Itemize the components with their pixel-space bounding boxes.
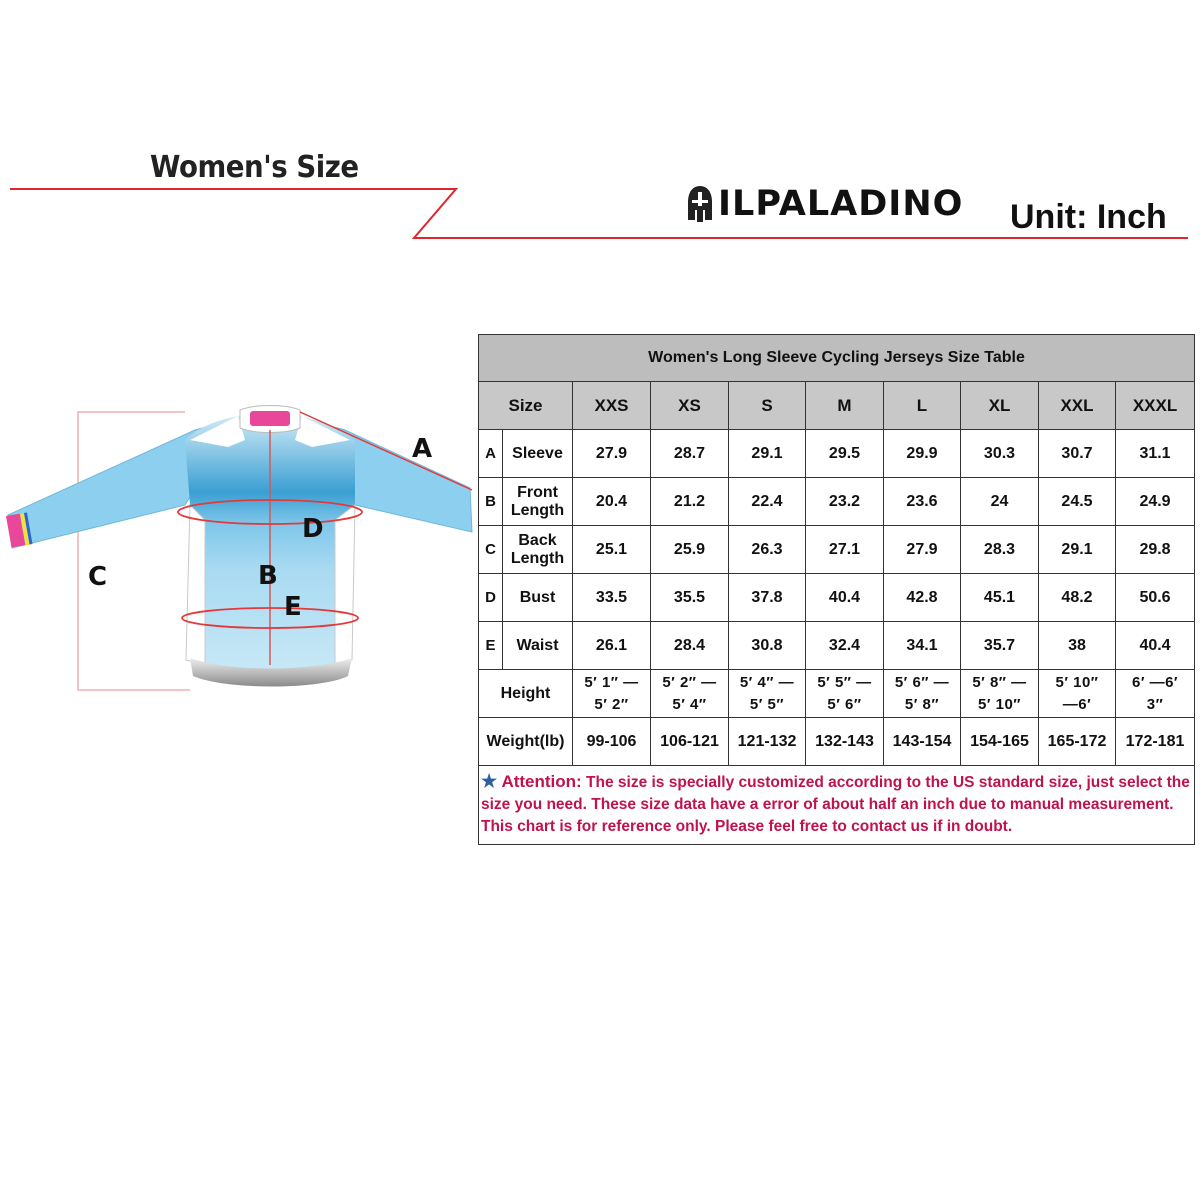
value-cell: 48.2 [1039,574,1116,622]
value-cell: 23.2 [806,478,884,526]
value-cell: 28.4 [651,622,729,670]
row-name: Front Length [503,478,573,526]
value-cell: 27.9 [573,430,651,478]
value-cell: 29.8 [1116,526,1195,574]
label-b: B [258,561,278,591]
star-icon: ★ [481,771,498,791]
row-name: Sleeve [503,430,573,478]
value-cell: 26.3 [729,526,806,574]
table-title: Women's Long Sleeve Cycling Jerseys Size Table [479,335,1195,382]
page-title: Women's Size [150,150,359,185]
value-cell: 32.4 [806,622,884,670]
value-cell: 25.1 [573,526,651,574]
measure-row [479,430,1195,478]
weight-cell: 165-172 [1039,718,1116,766]
label-a: A [412,434,433,464]
value-cell: 26.1 [573,622,651,670]
height-label: Height [479,670,573,718]
row-letter: D [479,574,503,622]
weight-cell: 99-106 [573,718,651,766]
measure-row [479,622,1195,670]
row-name: Bust [503,574,573,622]
value-cell: 42.8 [884,574,961,622]
value-cell: 24 [961,478,1039,526]
row-letter: E [479,622,503,670]
value-cell: 29.1 [1039,526,1116,574]
height-cell: 5′ 1″ — 5′ 2″ [573,670,651,718]
size-header-label: Size [479,382,573,430]
height-cell: 5′ 6″ — 5′ 8″ [884,670,961,718]
value-cell: 24.5 [1039,478,1116,526]
weight-cell: 121-132 [729,718,806,766]
value-cell: 33.5 [573,574,651,622]
label-d: D [302,514,324,544]
value-cell: 30.7 [1039,430,1116,478]
row-letter: C [479,526,503,574]
height-row [479,670,1195,718]
measure-row [479,574,1195,622]
size-header: L [884,382,961,430]
row-name: Back Length [503,526,573,574]
row-name: Waist [503,622,573,670]
unit-label: Unit: Inch [1010,198,1167,236]
size-header: XXXL [1116,382,1195,430]
value-cell: 38 [1039,622,1116,670]
value-cell: 50.6 [1116,574,1195,622]
value-cell: 34.1 [884,622,961,670]
size-header: XXS [573,382,651,430]
value-cell: 23.6 [884,478,961,526]
height-cell: 5′ 8″ — 5′ 10″ [961,670,1039,718]
value-cell: 31.1 [1116,430,1195,478]
value-cell: 29.9 [884,430,961,478]
value-cell: 30.3 [961,430,1039,478]
value-cell: 45.1 [961,574,1039,622]
helmet-icon [686,184,714,224]
measure-row [479,478,1195,526]
value-cell: 20.4 [573,478,651,526]
size-header: S [729,382,806,430]
value-cell: 27.9 [884,526,961,574]
attention-text: The size is specially customized according to the US standard size, just select the size you need. These size data have a error of about half an inch due to manual measurement. This chart is for reference only. Please feel free to contact us if in doubt. [481,774,1190,835]
value-cell: 28.7 [651,430,729,478]
value-cell: 25.9 [651,526,729,574]
height-cell: 5′ 2″ — 5′ 4″ [651,670,729,718]
value-cell: 35.7 [961,622,1039,670]
weight-cell: 106-121 [651,718,729,766]
attention-note [479,766,1195,845]
brand-logo [686,184,963,224]
value-cell: 40.4 [1116,622,1195,670]
height-cell: 5′ 4″ — 5′ 5″ [729,670,806,718]
weight-cell: 172-181 [1116,718,1195,766]
size-header: XL [961,382,1039,430]
weight-cell: 132-143 [806,718,884,766]
label-c: C [88,562,108,592]
value-cell: 30.8 [729,622,806,670]
row-letter: B [479,478,503,526]
measure-row [479,526,1195,574]
value-cell: 40.4 [806,574,884,622]
attention-label: Attention: [501,772,582,791]
value-cell: 29.1 [729,430,806,478]
weight-row [479,718,1195,766]
weight-cell: 143-154 [884,718,961,766]
weight-label: Weight(lb) [479,718,573,766]
size-header: XXL [1039,382,1116,430]
value-cell: 24.9 [1116,478,1195,526]
brand-name: ILPALADINO [718,184,964,224]
value-cell: 28.3 [961,526,1039,574]
weight-cell: 154-165 [961,718,1039,766]
size-header-row [479,382,1195,430]
jersey-diagram [0,400,480,700]
height-cell: 6′ —6′ 3″ [1116,670,1195,718]
value-cell: 27.1 [806,526,884,574]
height-cell: 5′ 10″ —6′ [1039,670,1116,718]
value-cell: 35.5 [651,574,729,622]
size-table [478,334,1195,845]
value-cell: 21.2 [651,478,729,526]
size-header: M [806,382,884,430]
value-cell: 29.5 [806,430,884,478]
size-header: XS [651,382,729,430]
row-letter: A [479,430,503,478]
value-cell: 37.8 [729,574,806,622]
value-cell: 22.4 [729,478,806,526]
label-e: E [284,592,302,622]
height-cell: 5′ 5″ — 5′ 6″ [806,670,884,718]
